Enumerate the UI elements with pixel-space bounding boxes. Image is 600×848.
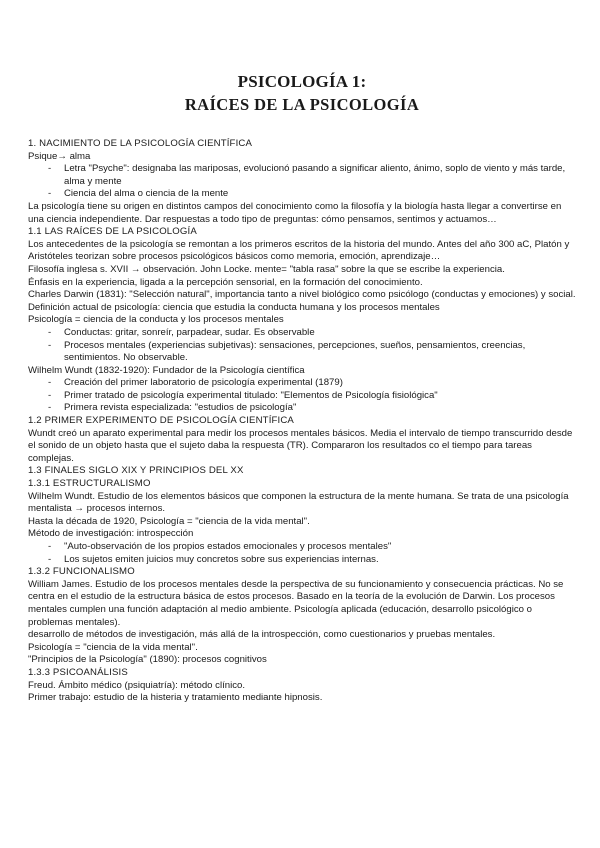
bullet-item: - "Auto-observación de los propios estados emocionales y procesos mentales" [48, 541, 392, 552]
section-heading: 1.3 FINALES SIGLO XIX Y PRINCIPIOS DEL XX [28, 465, 244, 477]
paragraph: Primer trabajo: estudio de la histeria y tratamiento mediante hipnosis. [28, 692, 323, 704]
section-heading: 1.3.1 ESTRUCTURALISMO [28, 478, 151, 490]
paragraph: Énfasis en la experiencia, ligada a la percepción sensorial, en la formación del conocimiento. [28, 276, 423, 288]
bullet-item: - Primera revista especializada: "estudios de psicología" [48, 402, 297, 414]
paragraph: Freud. Ámbito médico (psiquiatría): método clínico. [28, 679, 246, 691]
section-heading: 1.3.3 PSICOANÁLISIS [28, 666, 128, 678]
paragraph: Wilhelm Wundt. Estudio de los elementos básicos que componen la estructura de la mente humana. Se trata de una psicología mentalista → procesos internos. [28, 490, 569, 515]
paragraph: William James. Estudio de los procesos mentales desde la perspectiva de su funcionamiento y consecuencia prácticas. No se centra en el estudio de la estructura básica de estos procesos. Basado en la teoría de la evolución de Darwin. Los procesos mentales cumplen una función adaptación al medio ambiente. Psicología aplicada (educación, desarrollo psicológico o problemas mentales). [28, 578, 564, 628]
paragraph: Psique→ alma [28, 150, 91, 162]
section-heading: 1.2 PRIMER EXPERIMENTO DE PSICOLOGÍA CIENTÍFICA [28, 415, 294, 427]
paragraph: Psicología = "ciencia de la vida mental". [28, 641, 198, 653]
bullet-item: - Procesos mentales (experiencias subjetivas): sensaciones, percepciones, sueños, pensamientos, creencias, sentimientos. No observable. [48, 339, 526, 364]
bullet-text: Ciencia del alma o ciencia de la mente [64, 188, 229, 200]
bullet-text: Conductas: gritar, sonreír, parpadear, sudar. Es observable [64, 326, 315, 338]
bullet-text: Letra "Psyche": designaba las mariposas, evolucionó pasando a significar aliento, ánimo, soplo de viento y más tarde, alma y mente [64, 163, 566, 187]
paragraph: Wilhelm Wundt (1832-1920): Fundador de la Psicología científica [28, 364, 305, 376]
paragraph: Método de investigación: introspección [28, 528, 194, 540]
paragraph: Charles Darwin (1831): "Selección natural", importancia tanto a nivel biológico como psicólogo (conductas y emociones) y social. [28, 289, 576, 301]
bullet-item: - Ciencia del alma o ciencia de la mente [48, 188, 229, 200]
document-subtitle: RAÍCES DE LA PSICOLOGÍA [184, 95, 420, 114]
paragraph: Filosofía inglesa s. XVII → observación. John Locke. mente= "tabla rasa" sobre la que se escribe la experiencia. [28, 263, 505, 275]
bullet-item: - Los sujetos emiten juicios muy concretos sobre sus experiencias internas. [48, 553, 379, 565]
bullet-item: - Letra "Psyche": designaba las mariposas, evolucionó pasando a significar aliento, ánimo, soplo de viento y más tarde, alma y mente [48, 163, 566, 187]
section-heading: 1. NACIMIENTO DE LA PSICOLOGÍA CIENTÍFICA [28, 138, 253, 149]
bullet-text: Primer tratado de psicología experimental titulado: "Elementos de Psicología fisiológica" [64, 389, 438, 401]
document-title: PSICOLOGÍA 1: [237, 72, 367, 91]
bullet-text: Procesos mentales (experiencias subjetivas): sensaciones, percepciones, sueños, pensamientos, creencias, sentimientos. No observable. [64, 339, 526, 364]
paragraph: desarrollo de métodos de investigación, más allá de la introspección, como cuestionarios y pruebas mentales. [28, 629, 496, 641]
document-body [28, 138, 576, 705]
paragraph: Los antecedentes de la psicología se remontan a los primeros escritos de la historia del mundo. Antes del año 300 aC, Platón y Aristóteles teorizan sobre procesos psicológicos básicos como memoria, emoción, aprendizaje… [28, 238, 570, 263]
bullet-text: Creación del primer laboratorio de psicología experimental (1879) [64, 377, 343, 389]
bullet-text: Primera revista especializada: "estudios de psicología" [64, 402, 297, 414]
section-heading: 1.1 LAS RAÍCES DE LA PSICOLOGÍA [28, 226, 197, 238]
paragraph: Hasta la década de 1920, Psicología = "ciencia de la vida mental". [28, 515, 310, 527]
paragraph: Psicología = ciencia de la conducta y los procesos mentales [28, 314, 284, 326]
bullet-item: - Conductas: gritar, sonreír, parpadear, sudar. Es observable [48, 326, 315, 338]
paragraph: "Principios de la Psicología" (1890): procesos cognitivos [28, 654, 267, 666]
bullet-text: "Auto-observación de los propios estados emocionales y procesos mentales" [64, 541, 392, 552]
bullet-item: - Primer tratado de psicología experimental titulado: "Elementos de Psicología fisiológica" [48, 389, 438, 401]
paragraph: La psicología tiene su origen en distintos campos del conocimiento como la filosofía y la biología hasta llegar a convertirse en una ciencia independiente. Dar respuestas a todo tipo de preguntas: cómo pensamos, sentimos y actuamos… [28, 200, 562, 225]
bullet-text: Los sujetos emiten juicios muy concretos sobre sus experiencias internas. [64, 553, 379, 565]
paragraph: Definición actual de psicología: ciencia que estudia la conducta humana y los procesos mentales [28, 301, 440, 313]
section-heading: 1.3.2 FUNCIONALISMO [28, 566, 135, 578]
bullet-item: - Creación del primer laboratorio de psicología experimental (1879) [48, 377, 343, 389]
paragraph: Wundt creó un aparato experimental para medir los procesos mentales básicos. Media el intervalo de tiempo transcurrido desde el sonido de un objeto hasta que el sujeto daba la respuesta (TR). Compararon los resultados co el tiempo para tareas complejas. [28, 427, 573, 464]
